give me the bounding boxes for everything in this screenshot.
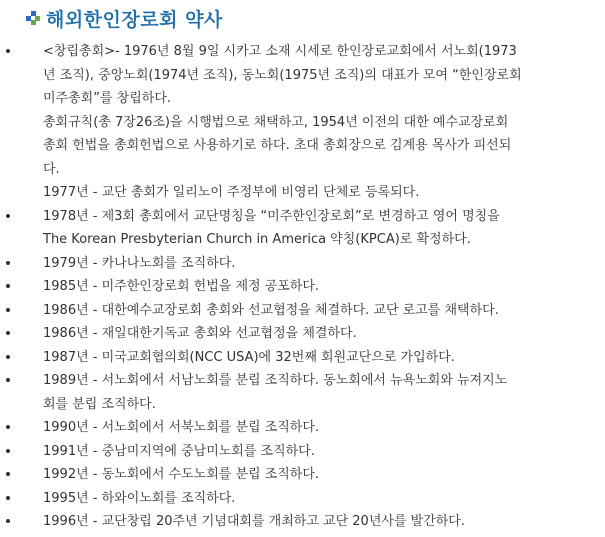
list-item-line: 년 조직), 중앙노회(1974년 조직), 동노회(1975년 조직)의 대표가 모여 “한인장로회 [43, 67, 522, 83]
list-item [0, 275, 605, 299]
bullet-icon [6, 496, 10, 500]
list-item-line: 총회 헌법을 총회헌법으로 사용하기로 하다. 초대 총회장으로 김계용 목사가 피선되 [43, 138, 512, 153]
list-item [0, 369, 605, 416]
bullet-icon [6, 214, 10, 218]
page-title: 해외한인장로회 약사 [46, 8, 223, 31]
bullet-icon [6, 425, 10, 429]
list-item-line: 1996년 - 교단창립 20주년 기념대회를 개최하고 교단 20년사를 발간하다. [43, 514, 466, 529]
list-item [0, 487, 605, 511]
list-item [0, 40, 605, 205]
list-item-line: The Korean Presbyterian Church in America 약칭(KPCA)로 확정하다. [43, 232, 471, 247]
list-item-line: <창립총회>- 1976년 8월 9일 시카고 소재 시세로 한인장로교회에서 서노회(1973 [43, 44, 517, 59]
page-header [26, 6, 223, 30]
list-item-line: 1986년 - 대한예수교장로회 총회와 선교협정을 체결하다. 교단 로고를 채택하다. [43, 302, 499, 318]
bullet-icon [6, 378, 10, 382]
bullet-icon [6, 308, 10, 312]
bullet-icon [6, 472, 10, 476]
list-item-line: 1990년 - 서노회에서 서북노회를 분립 조직하다. [43, 420, 320, 435]
bullet-icon [6, 284, 10, 288]
list-item-line: 1995년 - 하와이노회를 조직하다. [43, 490, 236, 506]
list-item-line: 1986년 - 재일대한기독교 총회와 선교협정을 체결하다. [43, 326, 357, 341]
list-item-line: 1985년 - 미주한인장로회 헌법을 제정 공포하다. [43, 279, 320, 294]
list-item [0, 440, 605, 464]
list-item-line: 총회규칙(총 7장26조)을 시행법으로 채택하고, 1954년 이전의 대한 예수교장로회 [43, 114, 509, 130]
list-item-line: 다. [43, 161, 60, 177]
list-item [0, 346, 605, 370]
list-item-line: 1987년 - 미국교회협의회(NCC USA)에 32번째 회원교단으로 가입하다. [43, 349, 455, 365]
list-item-line: 1977년 - 교단 총회가 일리노이 주정부에 비영리 단체로 등록되다. [43, 185, 420, 200]
bullet-icon [6, 261, 10, 265]
bullet-icon [6, 49, 10, 53]
list-item-line: 1989년 - 서노회에서 서남노회를 분립 조직하다. 동노회에서 뉴욕노회와 뉴져지노 [43, 373, 508, 388]
list-item-line: 1979년 - 카나나노회를 조직하다. [43, 255, 236, 271]
list-item [0, 322, 605, 346]
history-list [0, 40, 605, 534]
list-item [0, 205, 605, 252]
bullet-icon [6, 355, 10, 359]
list-item [0, 416, 605, 440]
list-item-line: 1992년 - 동노회에서 수도노회를 분립 조직하다. [43, 467, 320, 482]
bullet-icon [6, 331, 10, 335]
list-item [0, 252, 605, 276]
list-item-line: 회를 분립 조직하다. [43, 396, 156, 412]
list-item-line: 미주총회”를 창립하다. [43, 91, 172, 106]
cross-bullet-icon [26, 11, 40, 25]
list-item [0, 463, 605, 487]
bullet-icon [6, 519, 10, 523]
list-item-line: 1991년 - 중남미지역에 중남미노회를 조직하다. [43, 443, 315, 459]
list-item [0, 299, 605, 323]
list-item [0, 510, 605, 534]
bullet-icon [6, 449, 10, 453]
list-item-line: 1978년 - 제3회 총회에서 교단명칭을 “미주한인장로회”로 변경하고 영어 명칭을 [43, 208, 500, 224]
